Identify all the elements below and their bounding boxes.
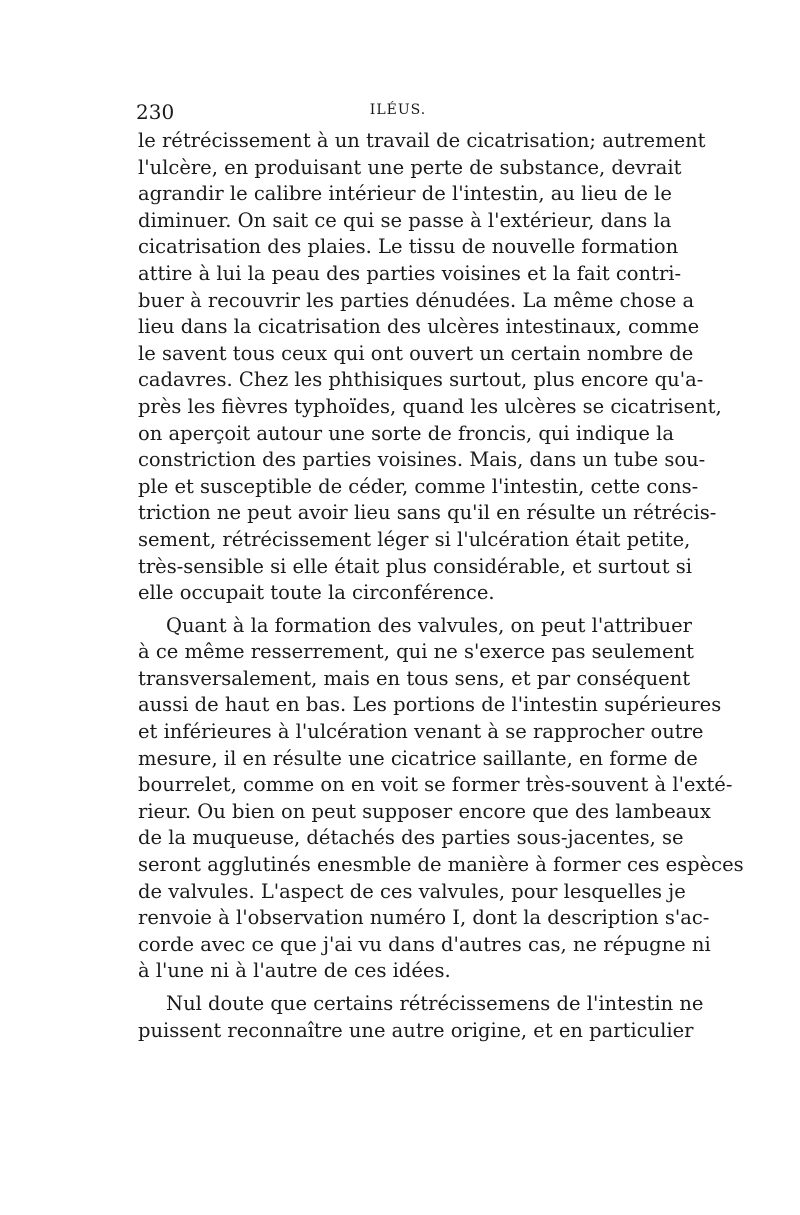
text-line: de la muqueuse, détachés des parties sous-jacentes, se <box>138 826 684 850</box>
text-line: Nul doute que certains rétrécissemens de l'intestin ne <box>166 992 704 1015</box>
paragraph <box>138 613 744 985</box>
running-head <box>138 100 658 128</box>
text-line: corde avec ce que j'ai vu dans d'autres cas, ne répugne ni <box>138 932 711 956</box>
text-line: on aperçoit autour une sorte de froncis, qui indique la <box>138 421 674 445</box>
text-line: le rétrécissement à un travail de cicatrisation; autrement <box>138 129 706 152</box>
text-line: près les fièvres typhoïdes, quand les ulcères se cicatrisent, <box>138 394 722 418</box>
text-line: très-sensible si elle était plus considérable, et surtout si <box>138 554 693 578</box>
text-line: Quant à la formation des valvules, on peut l'attribuer <box>166 613 692 637</box>
text-line: à l'une ni à l'autre de ces idées. <box>138 959 451 983</box>
text-line: ple et susceptible de céder, comme l'intestin, cette cons- <box>138 474 699 498</box>
text-line: puissent reconnaître une autre origine, et en particulier <box>138 1018 694 1042</box>
text-line: aussi de haut en bas. Les portions de l'intestin supérieures <box>138 693 722 717</box>
text-line: et inférieures à l'ulcération venant à se rapprocher outre <box>138 720 704 744</box>
paragraph <box>138 128 722 607</box>
book-page <box>136 100 744 1044</box>
text-line: mesure, il en résulte une cicatrice saillante, en forme de <box>138 746 698 770</box>
text-line: le savent tous ceux qui ont ouvert un certain nombre de <box>138 341 694 365</box>
text-line: à ce même resserrement, qui ne s'exerce pas seulement <box>138 640 694 664</box>
text-line: triction ne peut avoir lieu sans qu'il en résulte un rétrécis- <box>138 501 717 525</box>
text-line: buer à recouvrir les parties dénudées. La même chose a <box>138 288 695 312</box>
text-line: renvoie à l'observation numéro I, dont la description s'ac- <box>138 906 710 930</box>
text-line: seront agglutinés enesmble de manière à former ces espèces <box>138 853 744 877</box>
text-line: de valvules. L'aspect de ces valvules, pour lesquelles je <box>138 879 686 903</box>
text-line: attire à lui la peau des parties voisines et la fait contri- <box>138 261 682 285</box>
page-number: 230 <box>136 100 175 124</box>
text-line: rieur. Ou bien on peut supposer encore que des lambeaux <box>138 799 711 823</box>
text-line: transversalement, mais en tous sens, et par conséquent <box>138 666 691 690</box>
running-title: ILÉUS. <box>369 102 427 118</box>
text-line: diminuer. On sait ce qui se passe à l'extérieur, dans la <box>138 208 672 232</box>
text-line: cicatrisation des plaies. Le tissu de nouvelle formation <box>138 235 679 259</box>
text-line: sement, rétrécissement léger si l'ulcération était petite, <box>138 527 691 551</box>
text-line: constriction des parties voisines. Mais, dans un tube sou- <box>138 448 706 472</box>
text-line: l'ulcère, en produisant une perte de substance, devrait <box>138 155 682 179</box>
text-line: agrandir le calibre intérieur de l'intestin, au lieu de le <box>138 182 672 206</box>
text-line: elle occupait toute la circonférence. <box>138 581 495 605</box>
paragraph <box>138 991 704 1044</box>
body-text <box>138 128 744 1044</box>
text-line: cadavres. Chez les phthisiques surtout, plus encore qu'a- <box>138 368 704 392</box>
text-line: lieu dans la cicatrisation des ulcères intestinaux, comme <box>138 315 700 339</box>
text-line: bourrelet, comme on en voit se former très-souvent à l'exté- <box>138 773 733 797</box>
